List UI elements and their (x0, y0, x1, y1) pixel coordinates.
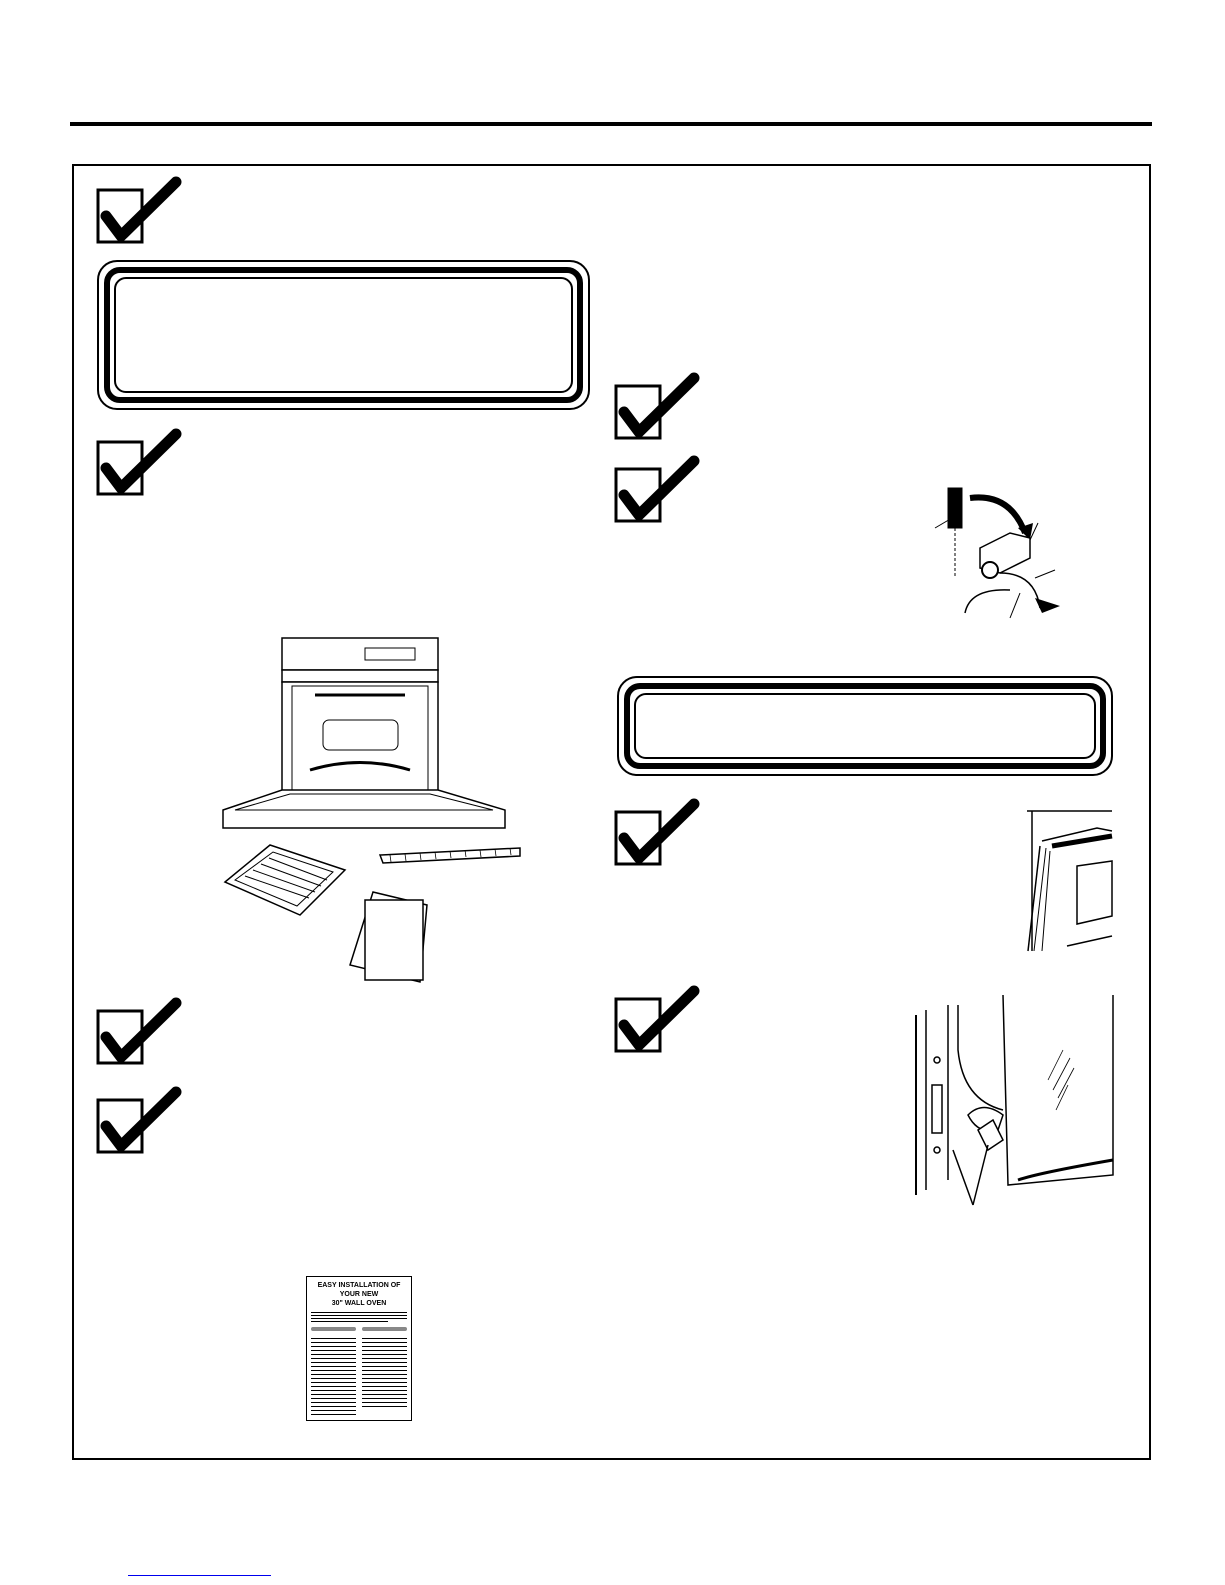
header-rule (70, 122, 1152, 126)
checkmark-box-icon (96, 1086, 186, 1156)
sheet-title-line2: 30" WALL OVEN (331, 1300, 387, 1307)
checkmark-box-icon (96, 997, 186, 1067)
door-hinge-slots-illustration (908, 990, 1118, 1215)
checkmark-box-icon (614, 985, 704, 1055)
checkmark-box-icon (96, 428, 186, 498)
checkmark-box-icon (96, 176, 186, 246)
oven-door-ajar-illustration (1022, 806, 1117, 956)
page-title (70, 80, 670, 110)
oven-with-accessories-illustration (215, 630, 525, 990)
sheet-text-lines (311, 1312, 407, 1418)
warning-box-right (617, 676, 1113, 776)
warning-box-left (97, 260, 590, 410)
sheet-title-line1: EASY INSTALLATION OF YOUR NEW (317, 1282, 401, 1298)
checkmark-box-icon (614, 372, 704, 442)
checkmark-box-icon (614, 798, 704, 868)
installation-instructions-sheet (306, 1276, 412, 1421)
hinge-lock-illustration (930, 478, 1065, 623)
footer-link[interactable] (128, 1575, 271, 1576)
checkmark-box-icon (614, 455, 704, 525)
